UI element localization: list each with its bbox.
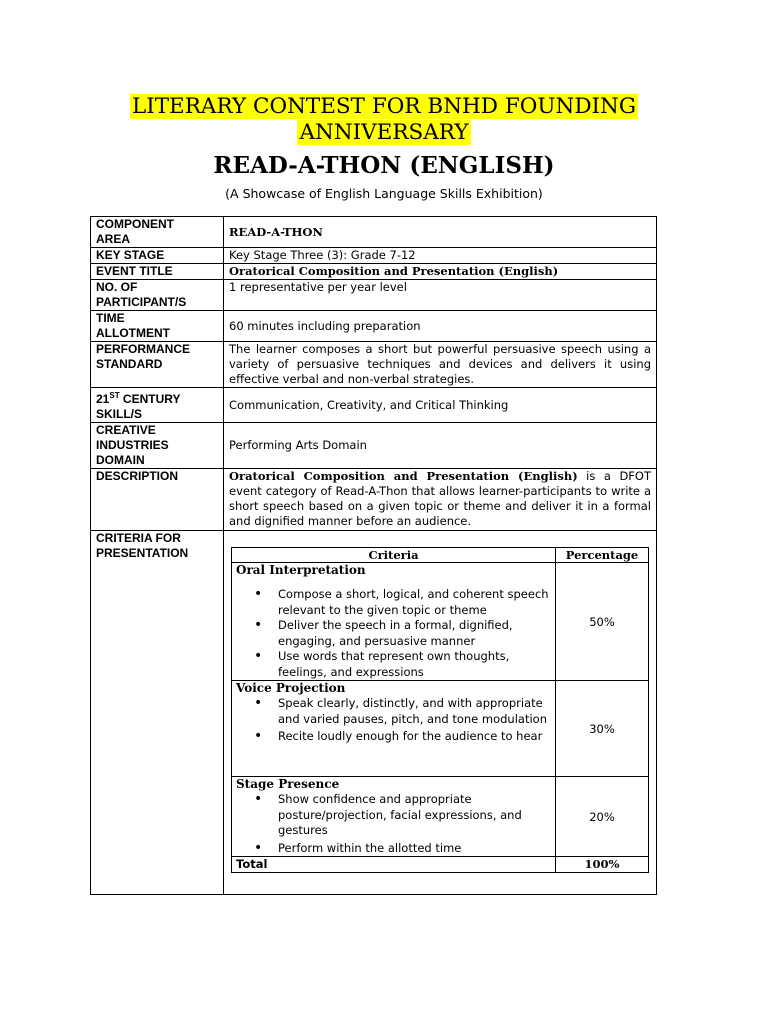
total-label: Total xyxy=(232,857,556,873)
value-component: READ-A-THON xyxy=(229,224,323,239)
criteria-bullets xyxy=(236,587,551,680)
label-industries: INDUSTRIES xyxy=(96,438,169,452)
criteria-name: Stage Presence xyxy=(236,777,340,791)
value-creative-domain: Performing Arts Domain xyxy=(224,423,657,469)
label-no-of: NO. OF xyxy=(96,280,138,294)
bullet-item: • Perform within the allotted time xyxy=(278,841,551,857)
criteria-percentage: 30% xyxy=(556,681,649,777)
label-participants: PARTICIPANT/S xyxy=(96,295,187,309)
label-century: CENTURY xyxy=(119,392,181,406)
label-description: DESCRIPTION xyxy=(91,469,224,531)
criteria-row xyxy=(232,681,649,777)
value-key-stage: Key Stage Three (3): Grade 7-12 xyxy=(224,248,657,264)
value-skills: Communication, Creativity, and Critical Thinking xyxy=(224,388,657,423)
total-row xyxy=(232,857,649,873)
label-time: TIME xyxy=(96,311,125,325)
event-details-table xyxy=(90,216,657,895)
criteria-header: Criteria xyxy=(232,548,556,563)
label-criteria-for: CRITERIA FOR xyxy=(96,531,181,545)
criteria-table xyxy=(231,547,649,873)
value-time: 60 minutes including preparation xyxy=(224,311,657,342)
description-event-name: Oratorical Composition and Presentation (English) xyxy=(229,469,578,483)
label-allotment: ALLOTMENT xyxy=(96,326,170,340)
row-criteria xyxy=(91,531,657,895)
label-domain: DOMAIN xyxy=(96,453,145,467)
label-creative: CREATIVE xyxy=(96,423,156,437)
criteria-bullets xyxy=(236,792,551,856)
bullet-item: • Deliver the speech in a formal, dignified, engaging, and persuasive manner xyxy=(278,618,551,649)
bullet-item: • Compose a short, logical, and coherent speech relevant to the given topic or theme xyxy=(278,587,551,618)
row-participants xyxy=(91,280,657,311)
total-value: 100% xyxy=(556,857,649,873)
label-key-stage: KEY STAGE xyxy=(91,248,224,264)
label-component: COMPONENT xyxy=(96,217,174,231)
label-event-title: EVENT TITLE xyxy=(91,264,224,280)
value-participants: 1 representative per year level xyxy=(224,280,657,311)
title-line-2: ANNIVERSARY xyxy=(299,120,469,145)
label-area: AREA xyxy=(96,232,131,246)
criteria-bullets xyxy=(236,696,551,745)
row-key-stage xyxy=(91,248,657,264)
bullet-item: • Use words that represent own thoughts, feelings, and expressions xyxy=(278,649,551,680)
label-21: 21 xyxy=(96,392,110,406)
percentage-header: Percentage xyxy=(556,548,649,563)
title-line-1: LITERARY CONTEST FOR BNHD FOUNDING xyxy=(131,94,637,119)
row-creative-industries xyxy=(91,423,657,469)
label-st: ST xyxy=(109,391,120,400)
criteria-row xyxy=(232,563,649,681)
criteria-percentage: 20% xyxy=(556,777,649,857)
row-event-title xyxy=(91,264,657,280)
bullet-item: • Recite loudly enough for the audience to hear xyxy=(278,729,551,745)
label-performance: PERFORMANCE xyxy=(96,342,191,356)
criteria-name: Voice Projection xyxy=(236,681,346,695)
label-skills: SKILL/S xyxy=(96,407,143,421)
value-performance-standard: The learner composes a short but powerful persuasive speech using a variety of persuasive techniques and devices and delivers it using effective verbal and non-verbal strategies. xyxy=(224,342,657,388)
row-21st-century-skills xyxy=(91,388,657,423)
event-heading: READ-A-THON (ENGLISH) xyxy=(213,152,555,179)
bullet-item: • Show confidence and appropriate posture/projection, facial expressions, and gestures xyxy=(278,792,551,839)
row-component-area xyxy=(91,217,657,248)
event-subtitle: (A Showcase of English Language Skills Exhibition) xyxy=(225,186,543,201)
row-time-allotment xyxy=(91,311,657,342)
criteria-name: Oral Interpretation xyxy=(236,563,366,577)
label-presentation: PRESENTATION xyxy=(96,546,189,560)
bullet-item: • Speak clearly, distinctly, and with appropriate and varied pauses, pitch, and tone modulation xyxy=(278,696,551,727)
row-performance-standard xyxy=(91,342,657,388)
description-text: is a DFOT event category of Read-A-Thon that allows learner-participants to write a short speech based on a given topic or theme and deliver it in a formal and dignified manner before an audience. xyxy=(229,469,651,528)
criteria-percentage: 50% xyxy=(556,563,649,681)
document-title xyxy=(0,94,768,146)
value-event-title: Oratorical Composition and Presentation (English) xyxy=(229,264,559,278)
criteria-row xyxy=(232,777,649,857)
row-description xyxy=(91,469,657,531)
value-description xyxy=(224,469,657,531)
label-standard: STANDARD xyxy=(96,357,163,371)
